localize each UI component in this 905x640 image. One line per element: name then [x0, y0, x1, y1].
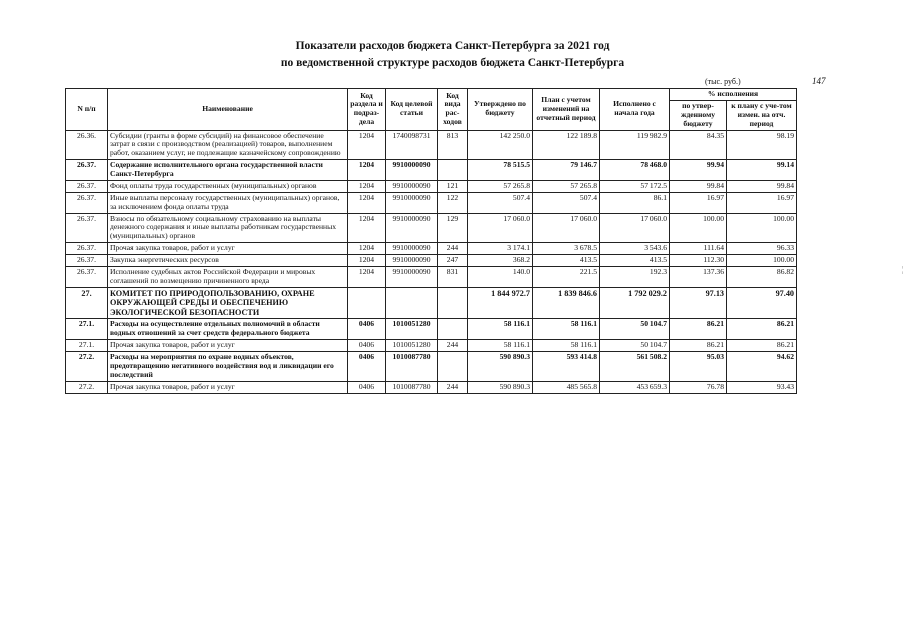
- row-percent-plan: 99.14: [727, 160, 797, 181]
- row-expense-type-code: 122: [438, 192, 468, 213]
- header-percent-plan: к плану с уче-том измен. на отч. период: [727, 100, 797, 130]
- table-row: [66, 160, 797, 181]
- row-percent-approved: 99.84: [670, 180, 727, 192]
- row-number: 26.37.: [66, 180, 108, 192]
- header-executed: Исполнено с начала года: [600, 89, 670, 131]
- row-section-code: 1204: [348, 130, 386, 160]
- row-percent-plan: 86.82: [727, 266, 797, 287]
- row-target-code: 1010087780: [386, 381, 438, 393]
- row-section-code: [348, 287, 386, 319]
- table-row: [66, 266, 797, 287]
- row-target-code: 9910000090: [386, 180, 438, 192]
- row-percent-approved: 86.21: [670, 340, 727, 352]
- row-percent-approved: 137.36: [670, 266, 727, 287]
- row-number: 26.37.: [66, 266, 108, 287]
- row-expense-type-code: 121: [438, 180, 468, 192]
- row-name: Расходы на мероприятия по охране водных объектов, предотвращению негативного воздействия вод и ликвидации его последствий: [108, 352, 348, 382]
- table-row: [66, 340, 797, 352]
- row-plan: 485 565.8: [533, 381, 600, 393]
- row-section-code: 1204: [348, 213, 386, 243]
- row-section-code: 0406: [348, 340, 386, 352]
- row-executed: 50 104.7: [600, 319, 670, 340]
- row-executed: 1 792 029.2: [600, 287, 670, 319]
- row-expense-type-code: 129: [438, 213, 468, 243]
- row-name: Прочая закупка товаров, работ и услуг: [108, 340, 348, 352]
- page-edge-mark: ¦: [902, 265, 904, 274]
- row-section-code: 1204: [348, 266, 386, 287]
- row-approved: 368.2: [468, 255, 533, 267]
- row-expense-type-code: 244: [438, 340, 468, 352]
- header-row: [66, 89, 797, 101]
- row-executed: 86.1: [600, 192, 670, 213]
- row-section-code: 0406: [348, 381, 386, 393]
- row-section-code: 1204: [348, 180, 386, 192]
- header-name: Наименование: [108, 89, 348, 131]
- row-percent-plan: 93.43: [727, 381, 797, 393]
- row-target-code: 9910000090: [386, 255, 438, 267]
- row-section-code: 1204: [348, 255, 386, 267]
- row-plan: 3 678.5: [533, 243, 600, 255]
- header-approved: Утверждено по бюджету: [468, 89, 533, 131]
- row-executed: 413.5: [600, 255, 670, 267]
- row-approved: 140.0: [468, 266, 533, 287]
- row-number: 26.37.: [66, 255, 108, 267]
- report-title-line2: по ведомственной структуре расходов бюджета Санкт-Петербурга: [280, 57, 625, 69]
- row-section-code: 1204: [348, 160, 386, 181]
- row-plan: 57 265.8: [533, 180, 600, 192]
- row-target-code: 1010051280: [386, 340, 438, 352]
- header-section-code: Код раздела и подраз-дела: [348, 89, 386, 131]
- row-approved: 507.4: [468, 192, 533, 213]
- row-approved: 3 174.1: [468, 243, 533, 255]
- row-number: 26.37.: [66, 160, 108, 181]
- row-expense-type-code: [438, 287, 468, 319]
- row-percent-approved: 100.00: [670, 213, 727, 243]
- row-target-code: 9910000090: [386, 266, 438, 287]
- row-executed: 78 468.0: [600, 160, 670, 181]
- row-name: Исполнение судебных актов Российской Федерации и мировых соглашений по возмещению причиненного вреда: [108, 266, 348, 287]
- row-target-code: 1740098731: [386, 130, 438, 160]
- row-percent-approved: 84.35: [670, 130, 727, 160]
- row-executed: 561 508.2: [600, 352, 670, 382]
- row-percent-approved: 16.97: [670, 192, 727, 213]
- row-executed: 17 060.0: [600, 213, 670, 243]
- report-title-line1: Показатели расходов бюджета Санкт-Петербурга за 2021 год: [295, 40, 610, 52]
- table-row: [66, 255, 797, 267]
- table-row: [66, 180, 797, 192]
- row-plan: 122 189.8: [533, 130, 600, 160]
- row-plan: 79 146.7: [533, 160, 600, 181]
- table-row: [66, 287, 797, 319]
- header-percent: % исполнения: [670, 89, 797, 101]
- row-approved: 142 250.0: [468, 130, 533, 160]
- table-row: [66, 381, 797, 393]
- row-percent-approved: 76.78: [670, 381, 727, 393]
- row-percent-plan: 86.21: [727, 319, 797, 340]
- header-percent-approved: по утвер-жденному бюджету: [670, 100, 727, 130]
- row-expense-type-code: 244: [438, 381, 468, 393]
- row-section-code: 1204: [348, 243, 386, 255]
- row-percent-plan: 97.40: [727, 287, 797, 319]
- row-expense-type-code: [438, 319, 468, 340]
- table-body: [66, 130, 797, 393]
- row-number: 27.1.: [66, 340, 108, 352]
- budget-table: [65, 88, 797, 394]
- row-section-code: 0406: [348, 319, 386, 340]
- row-plan: 58 116.1: [533, 340, 600, 352]
- row-executed: 453 659.3: [600, 381, 670, 393]
- row-percent-plan: 86.21: [727, 340, 797, 352]
- row-percent-approved: 99.94: [670, 160, 727, 181]
- row-percent-plan: 98.19: [727, 130, 797, 160]
- row-number: 27.: [66, 287, 108, 319]
- row-name: Закупка энергетических ресурсов: [108, 255, 348, 267]
- row-percent-plan: 16.97: [727, 192, 797, 213]
- row-plan: 593 414.8: [533, 352, 600, 382]
- row-approved: 57 265.8: [468, 180, 533, 192]
- row-target-code: 1010051280: [386, 319, 438, 340]
- table-row: [66, 319, 797, 340]
- header-plan: План с учетом изменений на отчетный период: [533, 89, 600, 131]
- row-name: Прочая закупка товаров, работ и услуг: [108, 381, 348, 393]
- table-row: [66, 243, 797, 255]
- row-name: Прочая закупка товаров, работ и услуг: [108, 243, 348, 255]
- row-expense-type-code: 831: [438, 266, 468, 287]
- row-name: Иные выплаты персоналу государственных (муниципальных) органов, за исключением фонда оплаты труда: [108, 192, 348, 213]
- header-target-code: Код целевой статьи: [386, 89, 438, 131]
- page-number: 147: [812, 76, 826, 86]
- row-number: 26.37.: [66, 192, 108, 213]
- row-percent-plan: 99.84: [727, 180, 797, 192]
- row-percent-approved: 112.30: [670, 255, 727, 267]
- row-plan: 58 116.1: [533, 319, 600, 340]
- row-executed: 192.3: [600, 266, 670, 287]
- unit-note: (тыс. руб.): [705, 77, 741, 86]
- table-row: [66, 192, 797, 213]
- row-name: Субсидии (гранты в форме субсидий) на финансовое обеспечение затрат в связи с производством (реализацией) товаров, выполнением работ, оказанием услуг, не подлежащие казначейскому сопровождению: [108, 130, 348, 160]
- row-section-code: 1204: [348, 192, 386, 213]
- row-number: 27.2.: [66, 352, 108, 382]
- row-approved: 17 060.0: [468, 213, 533, 243]
- row-executed: 119 982.9: [600, 130, 670, 160]
- table-row: [66, 130, 797, 160]
- row-percent-approved: 95.03: [670, 352, 727, 382]
- row-target-code: [386, 287, 438, 319]
- row-approved: 1 844 972.7: [468, 287, 533, 319]
- row-expense-type-code: [438, 352, 468, 382]
- row-target-code: 9910000090: [386, 192, 438, 213]
- row-number: 27.1.: [66, 319, 108, 340]
- row-number: 26.36.: [66, 130, 108, 160]
- row-number: 26.37.: [66, 213, 108, 243]
- row-executed: 3 543.6: [600, 243, 670, 255]
- row-approved: 590 890.3: [468, 352, 533, 382]
- row-percent-plan: 96.33: [727, 243, 797, 255]
- row-plan: 1 839 846.6: [533, 287, 600, 319]
- row-executed: 57 172.5: [600, 180, 670, 192]
- row-plan: 221.5: [533, 266, 600, 287]
- row-expense-type-code: 247: [438, 255, 468, 267]
- row-name: КОМИТЕТ ПО ПРИРОДОПОЛЬЗОВАНИЮ, ОХРАНЕ ОКРУЖАЮЩЕЙ СРЕДЫ И ОБЕСПЕЧЕНИЮ ЭКОЛОГИЧЕСКОЙ БЕЗОПАСНОСТИ: [108, 287, 348, 319]
- row-plan: 507.4: [533, 192, 600, 213]
- row-percent-approved: 97.13: [670, 287, 727, 319]
- row-percent-plan: 100.00: [727, 213, 797, 243]
- row-target-code: 1010087780: [386, 352, 438, 382]
- row-target-code: 9910000090: [386, 243, 438, 255]
- row-approved: 78 515.5: [468, 160, 533, 181]
- row-approved: 58 116.1: [468, 319, 533, 340]
- row-name: Фонд оплаты труда государственных (муниципальных) органов: [108, 180, 348, 192]
- row-expense-type-code: 813: [438, 130, 468, 160]
- row-name: Расходы на осуществление отдельных полномочий в области водных отношений за счет средств федерального бюджета: [108, 319, 348, 340]
- row-approved: 58 116.1: [468, 340, 533, 352]
- row-percent-approved: 86.21: [670, 319, 727, 340]
- header-expense-type-code: Код вида рас-ходов: [438, 89, 468, 131]
- row-number: 26.37.: [66, 243, 108, 255]
- row-target-code: 9910000090: [386, 213, 438, 243]
- row-target-code: 9910000090: [386, 160, 438, 181]
- row-plan: 17 060.0: [533, 213, 600, 243]
- row-expense-type-code: 244: [438, 243, 468, 255]
- table-row: [66, 213, 797, 243]
- row-percent-plan: 94.62: [727, 352, 797, 382]
- row-percent-plan: 100.00: [727, 255, 797, 267]
- table-row: [66, 352, 797, 382]
- row-approved: 590 890.3: [468, 381, 533, 393]
- row-plan: 413.5: [533, 255, 600, 267]
- row-name: Взносы по обязательному социальному страхованию на выплаты денежного содержания и иные выплаты работникам государственных (муниципальных) органов: [108, 213, 348, 243]
- header-number: N п/п: [66, 89, 108, 131]
- row-executed: 50 104.7: [600, 340, 670, 352]
- row-section-code: 0406: [348, 352, 386, 382]
- row-expense-type-code: [438, 160, 468, 181]
- row-name: Содержание исполнительного органа государственной власти Санкт-Петербурга: [108, 160, 348, 181]
- row-percent-approved: 111.64: [670, 243, 727, 255]
- row-number: 27.2.: [66, 381, 108, 393]
